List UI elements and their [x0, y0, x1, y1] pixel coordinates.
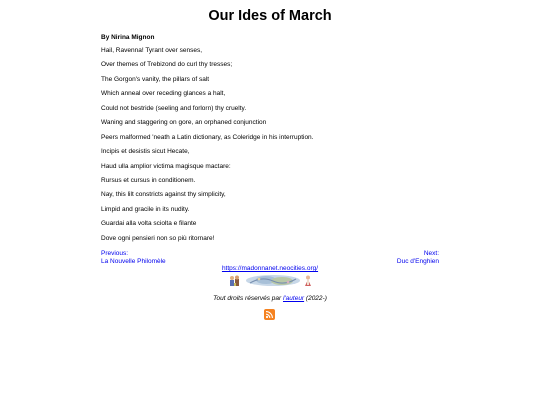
next-poem-title: Duc d'Enghien — [396, 258, 439, 265]
webring-banner-icon[interactable] — [244, 274, 302, 287]
poem-line: Haud ulla amplior victima magisque mactare: — [101, 162, 231, 170]
webring-next-icon[interactable] — [302, 274, 314, 287]
previous-label: Previous: — [101, 250, 129, 257]
copyright-suffix: (2022-) — [304, 295, 327, 302]
site-link-row — [0, 265, 540, 273]
poem-line: Rursus et cursus in conditionem. — [101, 176, 196, 184]
webring-bar — [0, 273, 540, 289]
poem-line: Nay, this lilt constricts against thy simplicity, — [101, 191, 226, 199]
poem-line: Limpid and gracile in its nudity. — [101, 205, 190, 213]
copyright-notice — [0, 294, 540, 303]
poem-line: Waning and staggering on gore, an orphaned conjunction — [101, 119, 267, 127]
next-label: Next: — [423, 250, 439, 257]
previous-poem-link[interactable] — [101, 250, 166, 266]
page-title: Our Ides of March — [208, 8, 332, 24]
author-link[interactable]: l'auteur — [282, 295, 305, 302]
poem-line: Peers malformed 'neath a Latin dictionary, as Coleridge in his interruption. — [101, 133, 314, 141]
poem-line: The Gorgon's vanity, the pillars of salt — [101, 75, 210, 83]
poem-line: Could not bestride (seeling and forlorn) thy cruelty. — [101, 104, 247, 112]
poem-line: Incipis et desistis sicut Hecate, — [101, 148, 190, 156]
poem-line: Hail, Ravenna! Tyrant over senses, — [101, 47, 203, 54]
poem-line: Guardai alla volta sciolta e filante — [101, 220, 197, 228]
site-home-link[interactable]: https://madonnanet.neocities.org/ — [221, 265, 319, 272]
poem-line: Which anneal over receding glances a halt, — [101, 90, 226, 98]
webring-prev-icon[interactable] — [228, 274, 241, 287]
copyright-prefix: Tout droits réservés par — [213, 295, 283, 302]
poem-line: Over themes of Trebizond do curl thy tresses; — [101, 61, 233, 69]
rss-feed-icon[interactable] — [264, 309, 275, 320]
previous-poem-title: La Nouvelle Philomèle — [101, 258, 166, 265]
poem-author: By Nirina Mignon — [101, 34, 155, 41]
poem-line: Dove ogni pensieri non so più ritornare! — [101, 234, 215, 242]
next-poem-link[interactable] — [397, 250, 439, 266]
poem-body — [101, 46, 313, 248]
